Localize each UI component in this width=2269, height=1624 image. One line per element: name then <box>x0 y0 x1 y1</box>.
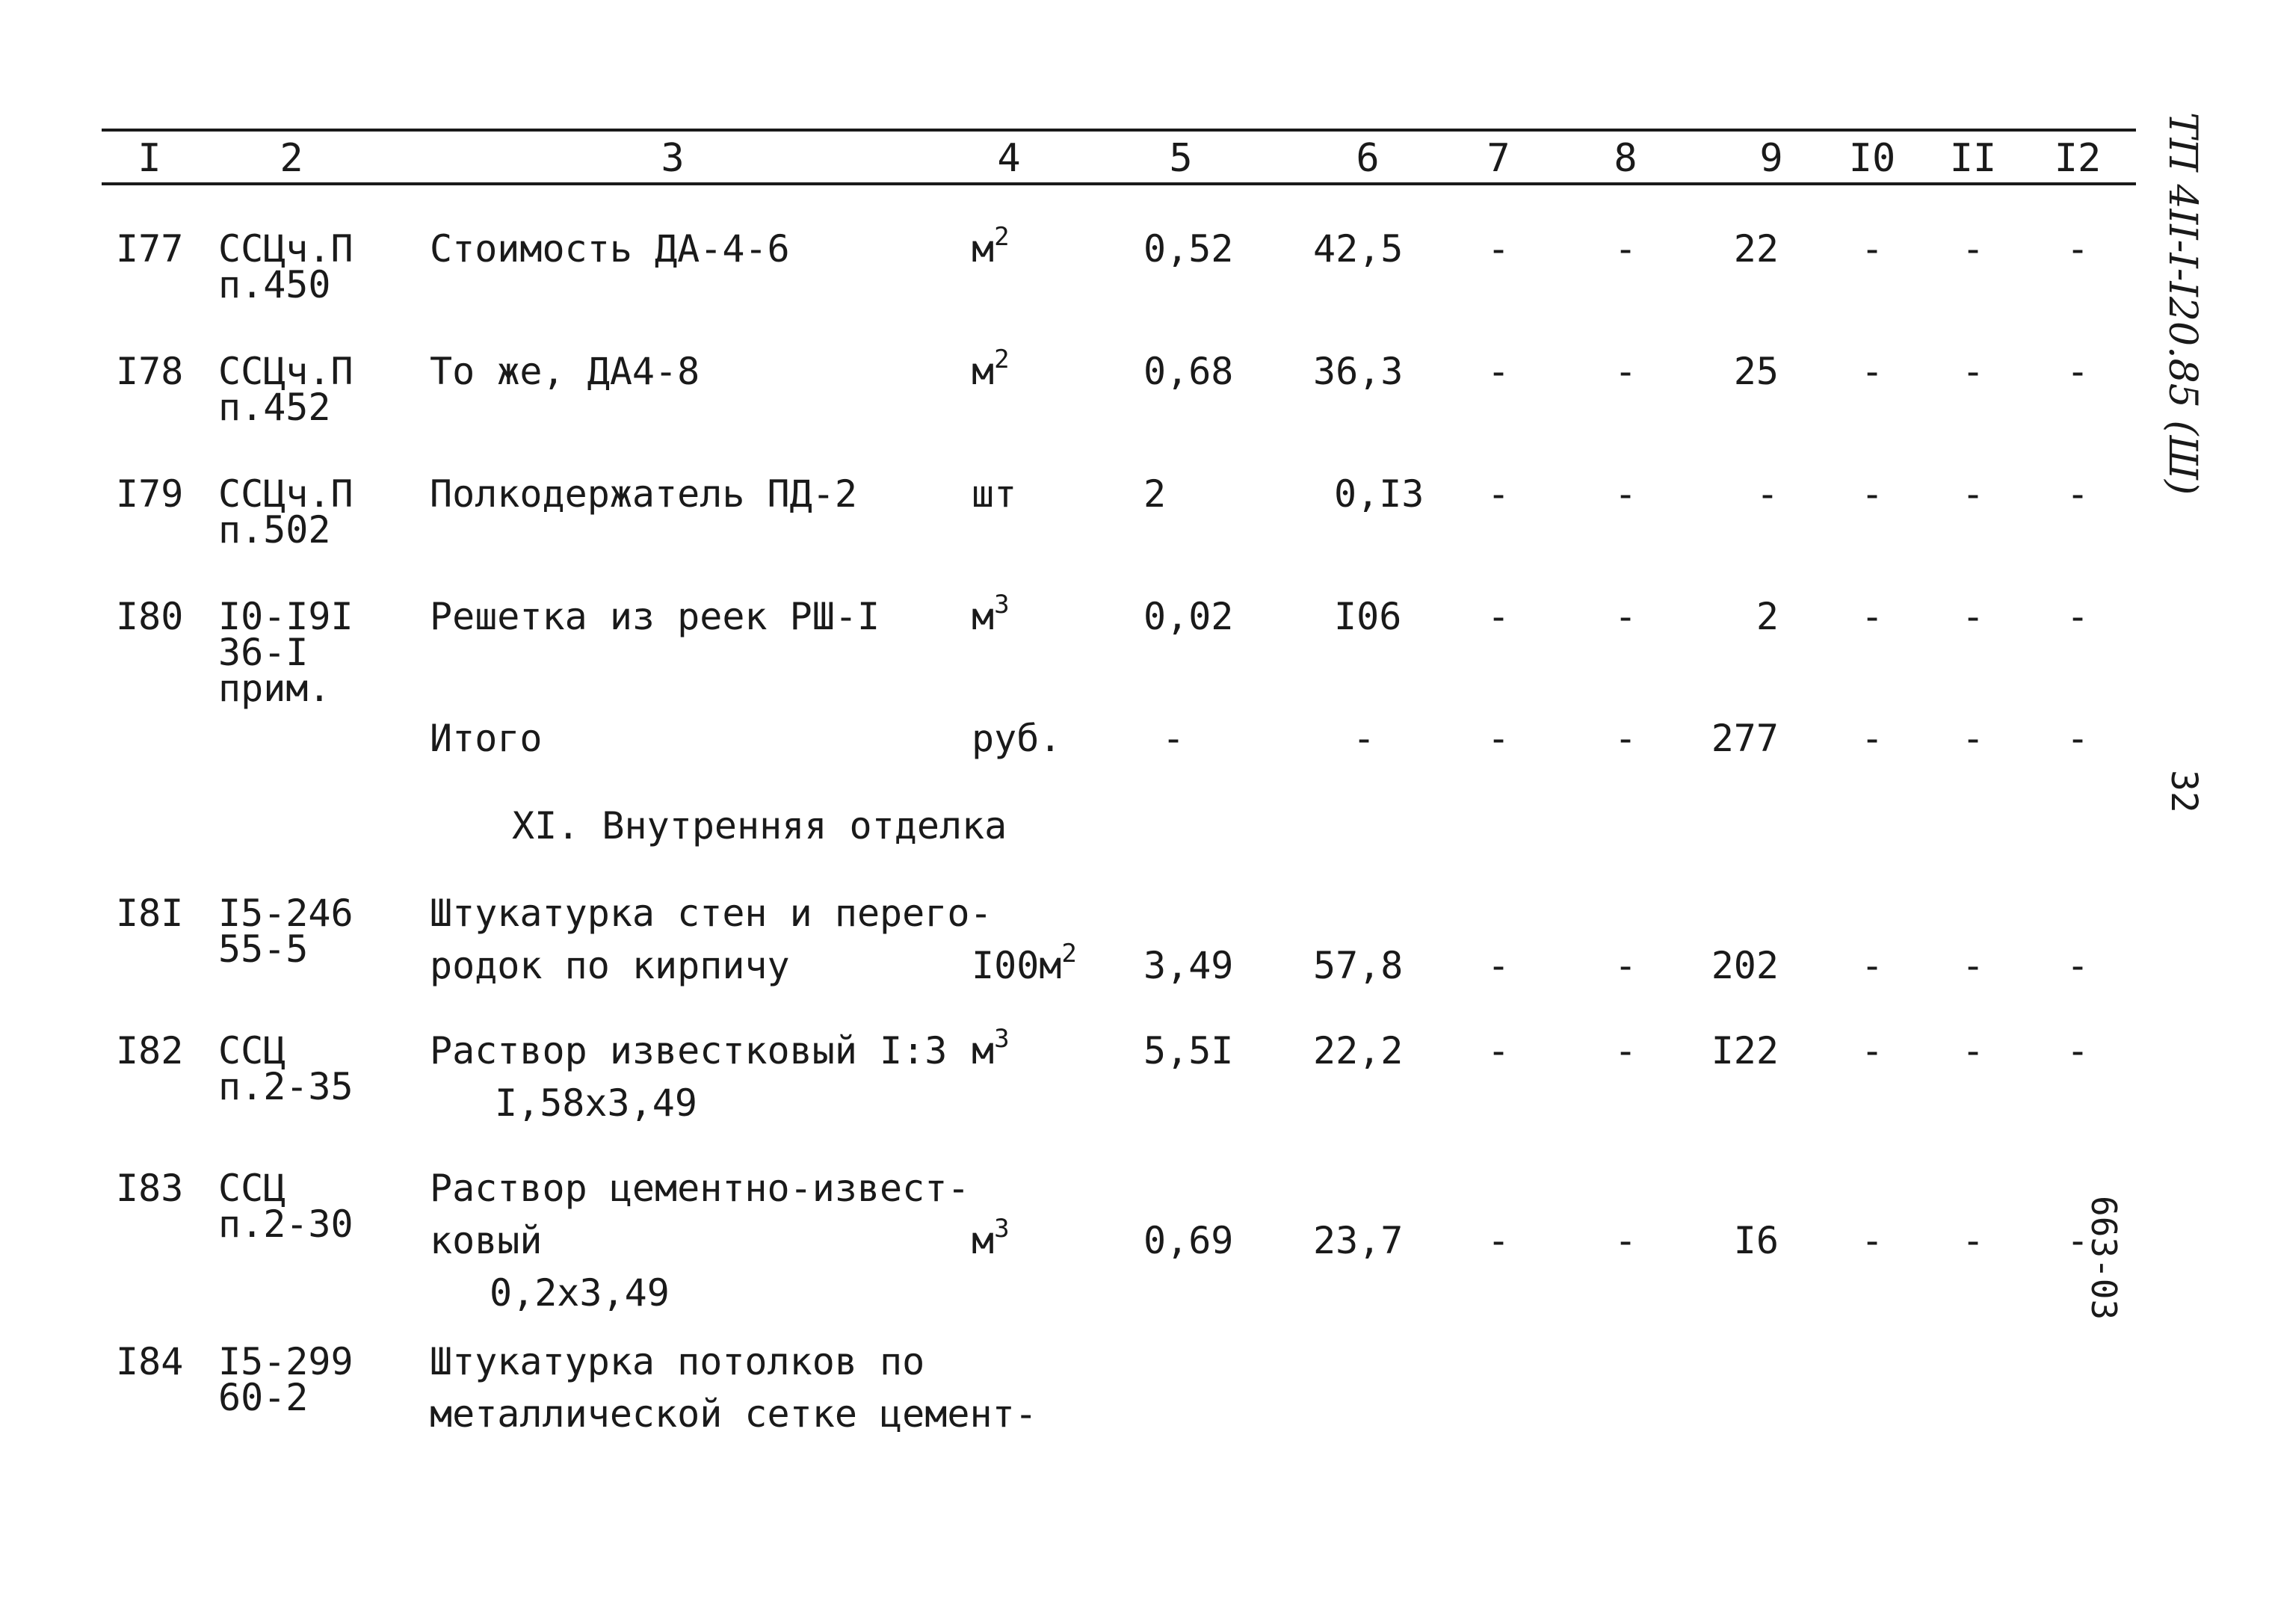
cell-col7: - <box>1487 717 1510 760</box>
row-unit: шт <box>972 472 1017 516</box>
section-title: XI. Внутренняя отделка <box>512 804 1007 847</box>
col-header: 8 <box>1614 136 1637 181</box>
cell-col6: 22,2 <box>1313 1029 1404 1072</box>
row-code: I5-299 <box>218 1340 354 1383</box>
header-bottom-rule <box>102 182 2136 185</box>
cell-col10: - <box>1860 717 1884 760</box>
cell-col7: - <box>1487 227 1510 271</box>
cell-col12: - <box>2066 1029 2090 1072</box>
cell-col7: - <box>1487 595 1510 638</box>
row-code: п.502 <box>218 508 331 552</box>
cell-col9: 2 <box>1756 595 1779 638</box>
cell-col10: - <box>1860 595 1884 638</box>
cell-col7: - <box>1487 944 1510 987</box>
row-number: I79 <box>116 472 184 516</box>
cell-col7: - <box>1487 1029 1510 1072</box>
cell-col6: 57,8 <box>1313 944 1404 987</box>
cell-col9: I22 <box>1711 1029 1779 1072</box>
cell-col9: 22 <box>1733 227 1779 271</box>
row-number: I82 <box>116 1029 184 1072</box>
cell-col12: - <box>2066 350 2090 393</box>
col-header: I0 <box>1848 136 1896 181</box>
cell-col6: 36,3 <box>1313 350 1404 393</box>
row-number: I84 <box>116 1340 184 1383</box>
row-code: ССЦ <box>218 1167 286 1210</box>
row-code: 60-2 <box>218 1376 309 1419</box>
cell-col8: - <box>1614 1029 1637 1072</box>
row-code: ССЦч.П <box>218 350 354 393</box>
row-code: п.452 <box>218 386 331 429</box>
cell-col12: - <box>2066 227 2090 271</box>
row-description: Итого <box>430 717 543 760</box>
cell-col11: - <box>1961 472 1985 516</box>
cell-col12: - <box>2066 472 2090 516</box>
cell-col10: - <box>1860 1029 1884 1072</box>
cell-col11: - <box>1961 227 1985 271</box>
sheet-stamp: 663-03 <box>2084 1196 2124 1321</box>
cell-col5: 5,5I <box>1143 1029 1234 1072</box>
cell-col8: - <box>1614 944 1637 987</box>
cell-col6: - <box>1352 717 1376 760</box>
cell-col8: - <box>1614 227 1637 271</box>
row-code: 36-I <box>218 631 309 674</box>
cell-col11: - <box>1961 1219 1985 1262</box>
row-unit: $м^3$ <box>972 1024 1010 1072</box>
cell-col11: - <box>1961 350 1985 393</box>
cell-col11: - <box>1961 595 1985 638</box>
cell-col5: 0,02 <box>1143 595 1234 638</box>
col-header: 4 <box>997 136 1021 181</box>
cell-col10: - <box>1860 944 1884 987</box>
col-header: 9 <box>1759 136 1783 181</box>
row-number: I78 <box>116 350 184 393</box>
cell-col8: - <box>1614 350 1637 393</box>
cell-col5: 2 <box>1143 472 1167 516</box>
cell-col12: - <box>2066 1219 2090 1262</box>
row-code: 55-5 <box>218 927 309 971</box>
cell-col5: 0,69 <box>1143 1219 1234 1262</box>
header-top-rule <box>102 129 2136 132</box>
col-header: 3 <box>661 136 685 181</box>
cell-col10: - <box>1860 227 1884 271</box>
row-number: I80 <box>116 595 184 638</box>
col-header: I <box>138 136 161 181</box>
row-code: I5-246 <box>218 892 354 935</box>
row-unit: $м^3$ <box>972 590 1010 638</box>
row-unit: $м^2$ <box>972 345 1010 393</box>
row-code: ССЦч.П <box>218 227 354 271</box>
cell-col9: - <box>1756 472 1779 516</box>
cell-col7: - <box>1487 472 1510 516</box>
row-code: п.2-35 <box>218 1065 354 1108</box>
cell-col10: - <box>1860 472 1884 516</box>
cell-col6: 0,I3 <box>1334 472 1424 516</box>
row-description: Штукатурка потолков по <box>430 1340 925 1383</box>
col-header: 7 <box>1487 136 1510 181</box>
cell-col8: - <box>1614 472 1637 516</box>
row-code: ССЦ <box>218 1029 286 1072</box>
row-code: I0-I9I <box>218 595 354 638</box>
cell-col9: I6 <box>1733 1219 1779 1262</box>
col-header: II <box>1949 136 1997 181</box>
row-description: родок по кирпичу <box>430 944 790 987</box>
col-header: 2 <box>280 136 303 181</box>
cell-col11: - <box>1961 944 1985 987</box>
col-header: I2 <box>2054 136 2102 181</box>
row-description: Решетка из реек РШ-I <box>430 595 880 638</box>
cell-col8: - <box>1614 717 1637 760</box>
document-code: ТП 4II-I-I20.85 (Ш) <box>2160 112 2205 495</box>
cell-col12: - <box>2066 944 2090 987</box>
cell-col11: - <box>1961 1029 1985 1072</box>
row-code: п.2-30 <box>218 1202 354 1246</box>
cell-col5: 3,49 <box>1143 944 1234 987</box>
row-description: ковый <box>430 1219 543 1262</box>
cell-col6: I06 <box>1334 595 1402 638</box>
col-header: 6 <box>1356 136 1380 181</box>
row-number: I77 <box>116 227 184 271</box>
cell-col6: 23,7 <box>1313 1219 1404 1262</box>
page-number: 32 <box>2163 770 2205 813</box>
cell-col12: - <box>2066 717 2090 760</box>
row-number: I83 <box>116 1167 184 1210</box>
row-formula: 0,2х3,49 <box>490 1271 670 1315</box>
row-unit: $м^2$ <box>972 222 1010 271</box>
row-description: Раствор известковый I:3 <box>430 1029 948 1072</box>
row-description: Штукатурка стен и перего- <box>430 892 993 935</box>
row-description: Стоимость ДА-4-6 <box>430 227 790 271</box>
row-unit: $I00м^2$ <box>972 939 1077 987</box>
row-description: То же, ДА4-8 <box>430 350 700 393</box>
row-description: металлической сетке цемент- <box>430 1392 1037 1436</box>
cell-col7: - <box>1487 350 1510 393</box>
row-code: п.450 <box>218 263 331 306</box>
row-description: Полкодержатель ПД-2 <box>430 472 857 516</box>
row-number: I8I <box>116 892 184 935</box>
cell-col11: - <box>1961 717 1985 760</box>
cell-col10: - <box>1860 1219 1884 1262</box>
cell-col5: - <box>1161 717 1185 760</box>
cell-col10: - <box>1860 350 1884 393</box>
cell-col9: 202 <box>1711 944 1779 987</box>
row-formula: I,58х3,49 <box>495 1081 697 1125</box>
cell-col5: 0,68 <box>1143 350 1234 393</box>
cell-col8: - <box>1614 1219 1637 1262</box>
col-header: 5 <box>1169 136 1193 181</box>
row-code: прим. <box>218 667 331 710</box>
cell-col9: 25 <box>1733 350 1779 393</box>
row-unit: руб. <box>972 717 1062 760</box>
cell-col8: - <box>1614 595 1637 638</box>
row-unit: $м^3$ <box>972 1214 1010 1262</box>
cell-col9: 277 <box>1711 717 1779 760</box>
cell-col7: - <box>1487 1219 1510 1262</box>
cell-col5: 0,52 <box>1143 227 1234 271</box>
cell-col6: 42,5 <box>1313 227 1404 271</box>
row-description: Раствор цементно-извест- <box>430 1167 970 1210</box>
row-code: ССЦч.П <box>218 472 354 516</box>
cell-col12: - <box>2066 595 2090 638</box>
